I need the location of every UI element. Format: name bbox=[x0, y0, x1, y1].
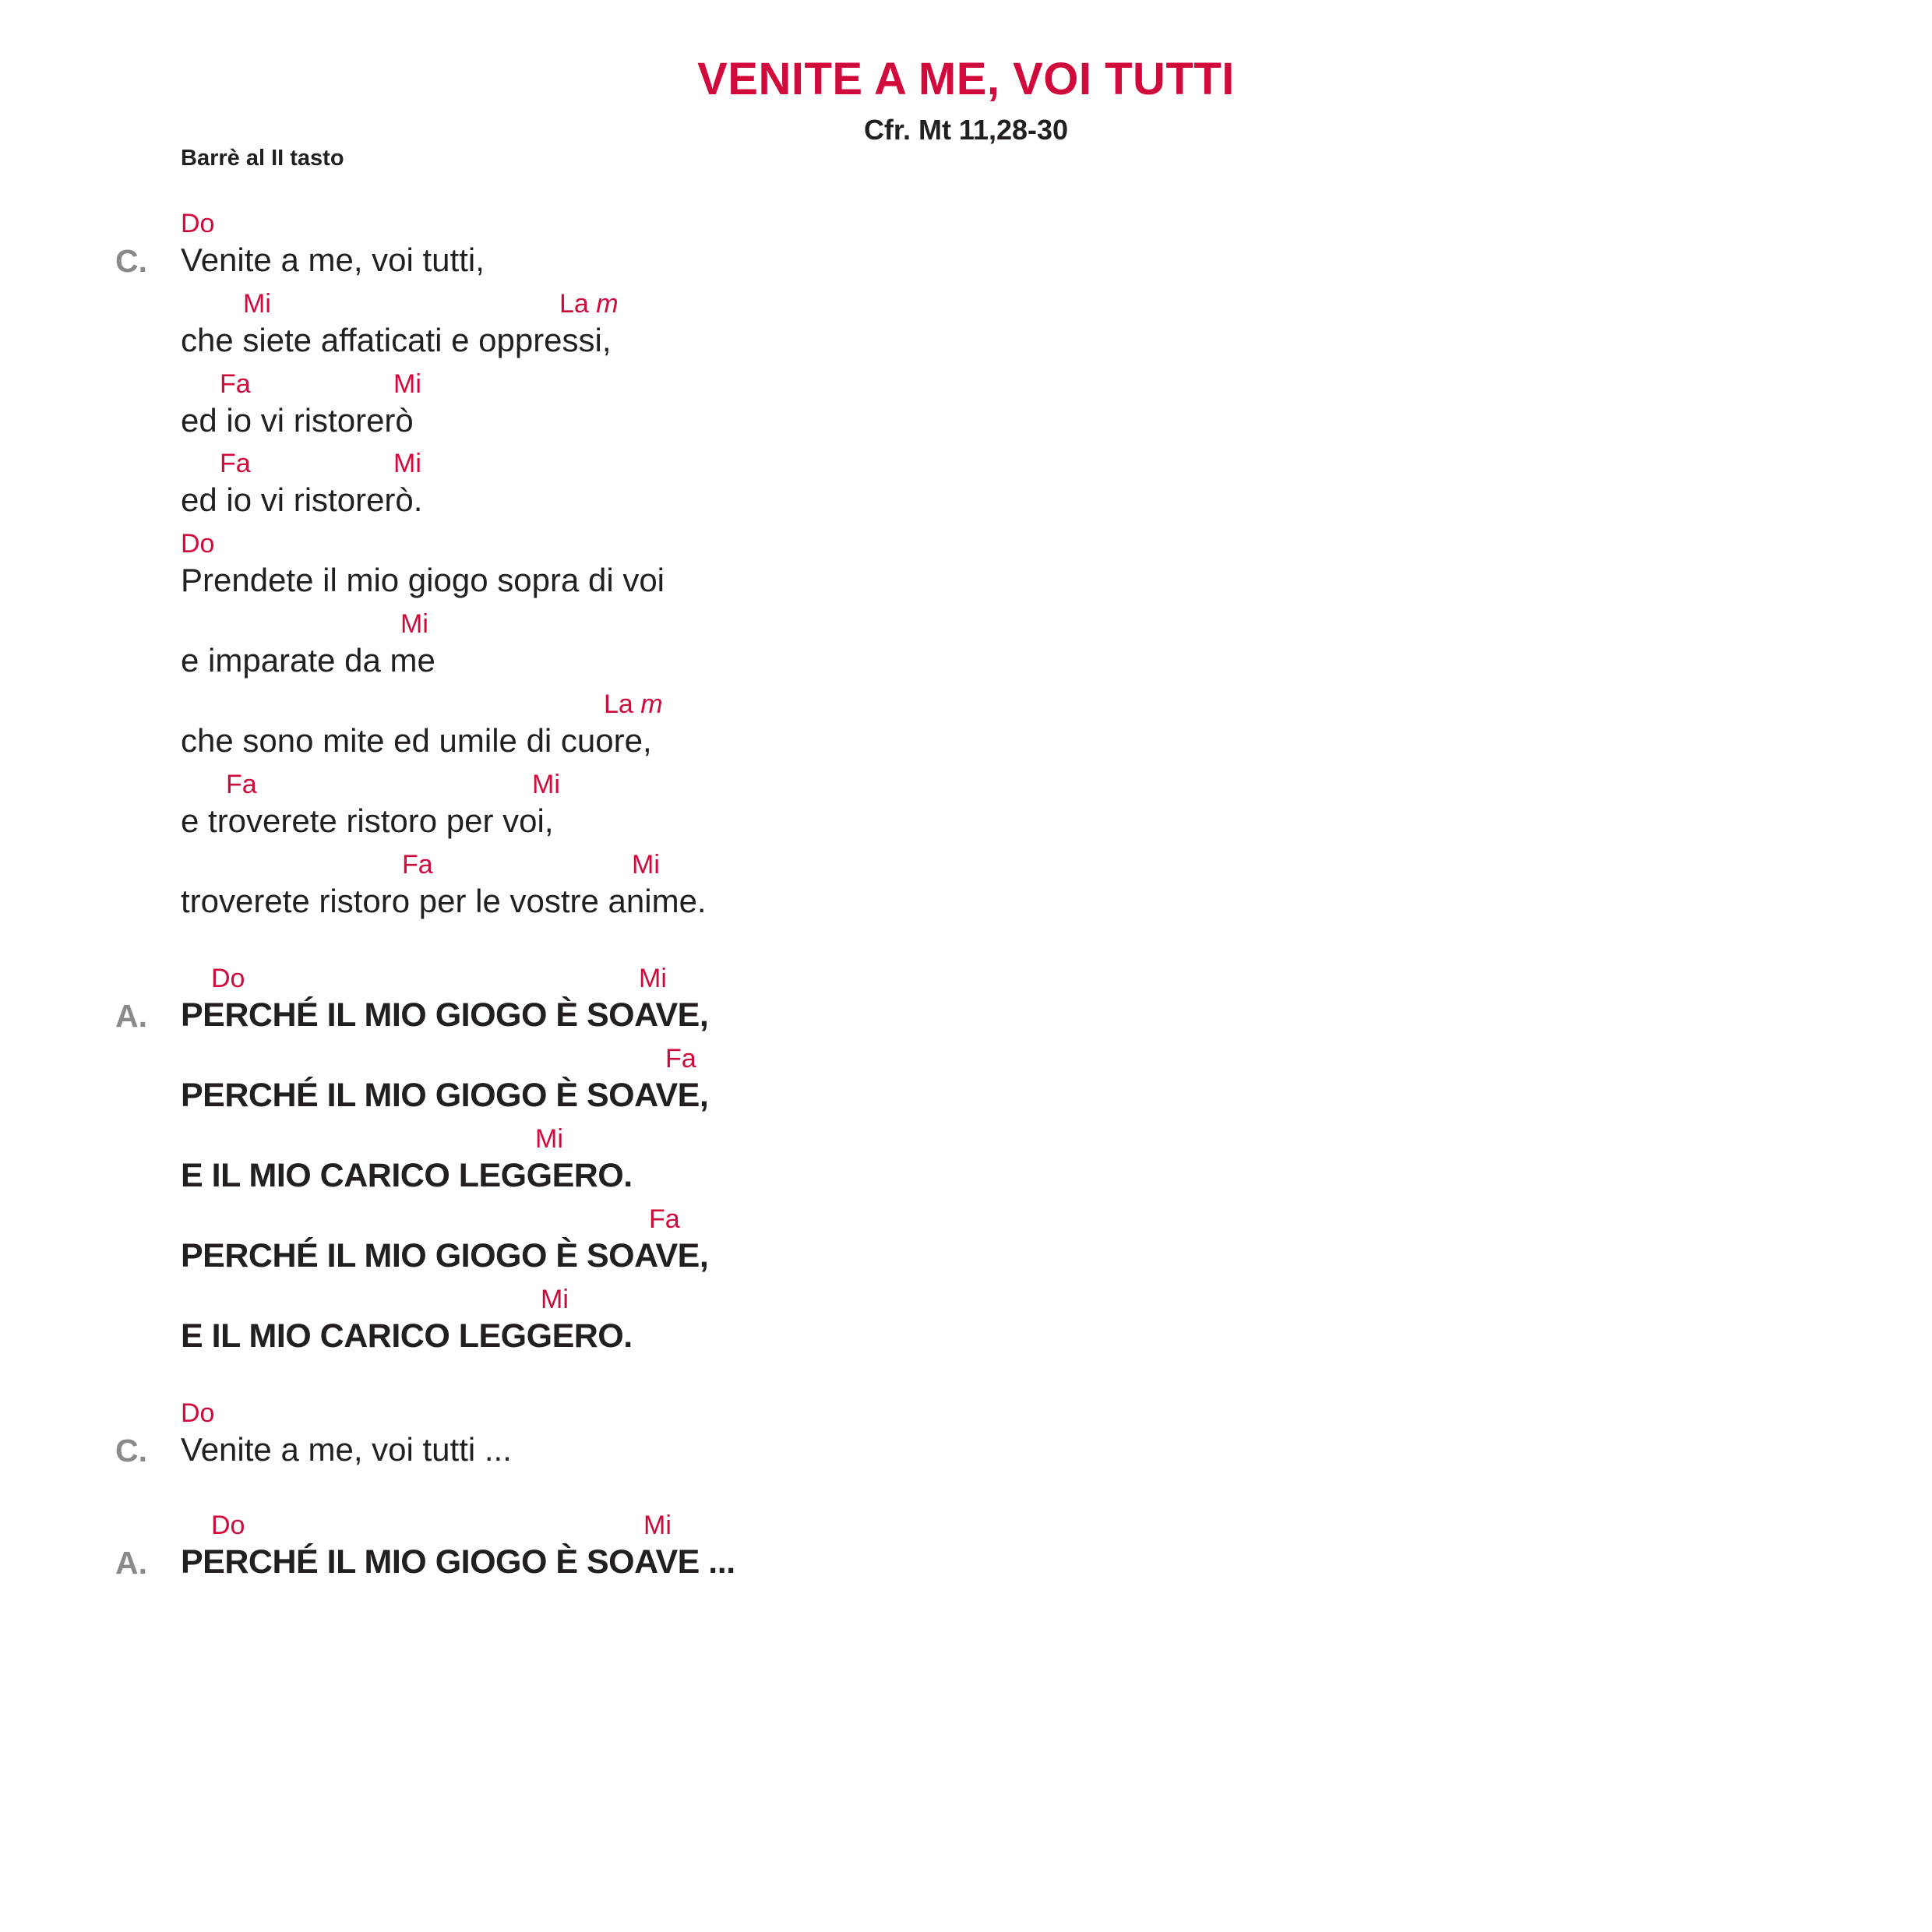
chord-row bbox=[0, 1511, 1013, 1546]
chord-row bbox=[0, 770, 1013, 806]
chord: Fa bbox=[649, 1204, 680, 1234]
lyric-text: e troverete ristoro per voi, bbox=[181, 802, 554, 839]
chord: Mi bbox=[535, 1124, 563, 1154]
chord: Fa bbox=[402, 850, 433, 880]
chord-row bbox=[0, 964, 1013, 999]
lyric-text: che siete affaticati e oppressi, bbox=[181, 322, 612, 358]
chord: Mi bbox=[532, 770, 560, 799]
part-marker: A. bbox=[115, 998, 147, 1034]
part-marker: C. bbox=[115, 243, 147, 279]
chord-row bbox=[0, 289, 1013, 325]
lyric-text: ed io vi ristorerò. bbox=[181, 481, 423, 518]
lyric-text: PERCHÉ IL MIO GIOGO È SOAVE, bbox=[181, 996, 709, 1034]
lyric-text: ed io vi ristorerò bbox=[181, 402, 414, 439]
lyric-text: PERCHÉ IL MIO GIOGO È SOAVE ... bbox=[181, 1543, 735, 1581]
chord-row bbox=[0, 1204, 1013, 1240]
lyric-text: E IL MIO CARICO LEGGERO. bbox=[181, 1157, 633, 1194]
chord-row bbox=[0, 609, 1013, 645]
lyric-text: troverete ristoro per le vostre anime. bbox=[181, 883, 707, 919]
chord: Mi bbox=[632, 850, 660, 880]
chord: Fa bbox=[665, 1044, 696, 1074]
lyric-text: Venite a me, voi tutti ... bbox=[181, 1431, 512, 1468]
chord: Mi bbox=[541, 1285, 569, 1314]
part-marker: A. bbox=[115, 1545, 147, 1581]
chord: Do bbox=[211, 964, 245, 993]
chord: Fa bbox=[226, 770, 257, 799]
scripture-reference: Cfr. Mt 11,28-30 bbox=[863, 114, 1069, 146]
chord-row bbox=[0, 689, 1013, 725]
chord: Mi bbox=[393, 369, 421, 399]
chord: Do bbox=[181, 209, 215, 238]
chord: Mi bbox=[639, 964, 667, 993]
chord: Mi bbox=[400, 609, 428, 639]
song-title: VENITE A ME, VOI TUTTI bbox=[697, 54, 1235, 104]
chord-row bbox=[0, 449, 1013, 485]
chord: La m bbox=[559, 289, 619, 319]
chord: Mi bbox=[643, 1511, 672, 1540]
lyric-text: E IL MIO CARICO LEGGERO. bbox=[181, 1317, 633, 1355]
chord-row bbox=[0, 369, 1013, 405]
lyric-text: Prendete il mio giogo sopra di voi bbox=[181, 562, 665, 598]
lyric-text: e imparate da me bbox=[181, 642, 435, 679]
part-marker: C. bbox=[115, 1433, 147, 1468]
chord: Mi bbox=[393, 449, 421, 478]
chord-row bbox=[0, 209, 1013, 245]
chord: Do bbox=[211, 1511, 245, 1540]
lyric-text: PERCHÉ IL MIO GIOGO È SOAVE, bbox=[181, 1237, 709, 1274]
lyric-text: Venite a me, voi tutti, bbox=[181, 242, 485, 278]
lyric-text: PERCHÉ IL MIO GIOGO È SOAVE, bbox=[181, 1077, 709, 1114]
chord: Fa bbox=[220, 369, 251, 399]
chord: La m bbox=[604, 689, 663, 719]
capo-note: Barrè al II tasto bbox=[181, 146, 344, 171]
chord: Mi bbox=[243, 289, 271, 319]
chord-row bbox=[0, 850, 1013, 886]
chord-row bbox=[0, 1285, 1013, 1320]
chord-row bbox=[0, 1124, 1013, 1160]
chord: Do bbox=[181, 1398, 215, 1428]
chord-row bbox=[0, 529, 1013, 565]
lyric-text: che sono mite ed umile di cuore, bbox=[181, 722, 652, 759]
chord-row bbox=[0, 1398, 1013, 1434]
chord: Do bbox=[181, 529, 215, 559]
chord-row bbox=[0, 1044, 1013, 1080]
chord: Fa bbox=[220, 449, 251, 478]
